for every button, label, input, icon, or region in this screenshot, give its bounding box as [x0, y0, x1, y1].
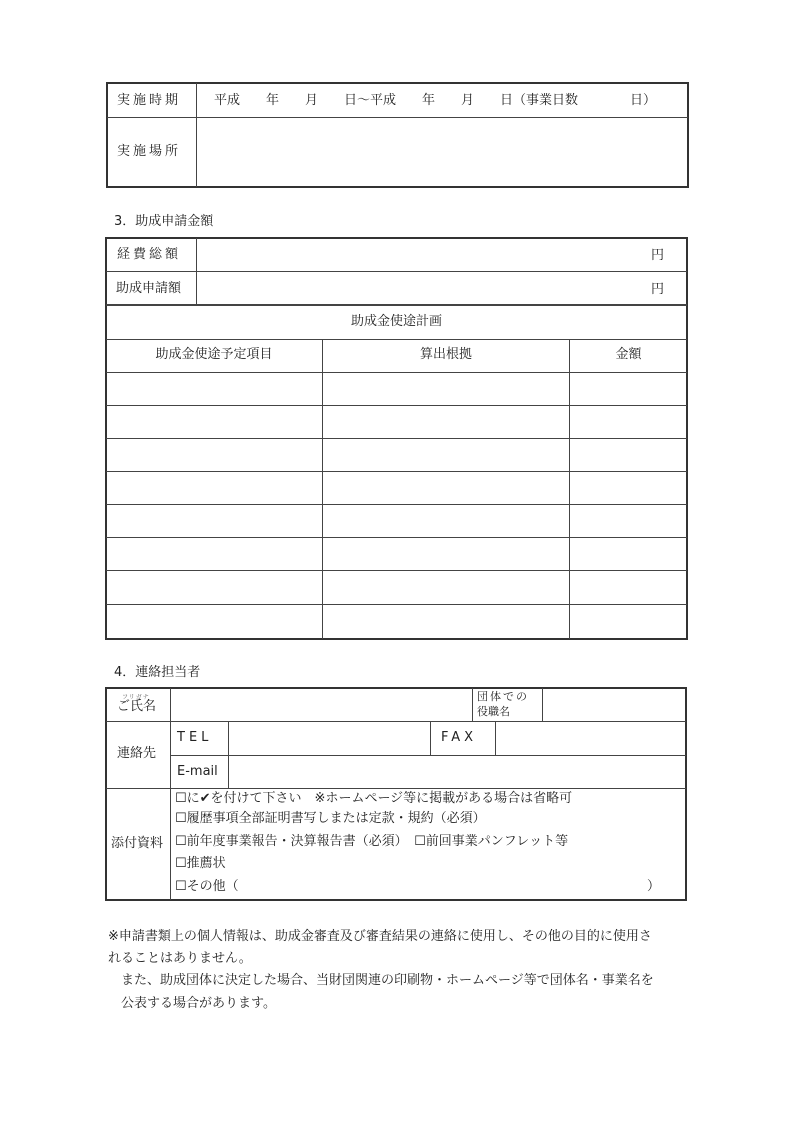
divider	[569, 339, 570, 639]
divider	[106, 471, 687, 472]
divider	[495, 721, 496, 755]
email-label: E-mail	[177, 764, 218, 779]
attach-item-other-close: ）	[647, 879, 661, 894]
tel-label: TEL	[177, 730, 213, 745]
divider	[430, 721, 431, 755]
divider	[106, 504, 687, 505]
divider	[106, 372, 687, 373]
note-line-4: 公表する場合があります。	[108, 996, 276, 1011]
total-cost-unit: 円	[651, 248, 665, 263]
divider	[170, 688, 171, 900]
divider	[170, 755, 686, 756]
fax-label: FAX	[441, 730, 478, 745]
note-line-1: ※申請書類上の個人情報は、助成金審査及び審査結果の連絡に使用し、その他の目的に使用さ	[108, 929, 652, 944]
attach-label: 添付資料	[111, 836, 164, 851]
divider	[196, 238, 197, 304]
note-line-3: また、助成団体に決定した場合、当財団関連の印刷物・ホームページ等で団体名・事業名を	[108, 973, 654, 988]
place-label: 実施場所	[117, 144, 182, 159]
divider	[106, 788, 686, 789]
attach-item-recommendation[interactable]: ☐推薦状	[175, 856, 226, 871]
attach-item-report[interactable]: ☐前年度事業報告・決算報告書（必須） ☐前回事業パンフレット等	[175, 834, 569, 849]
attach-item-other[interactable]: ☐その他（	[175, 879, 239, 894]
role-label-line1: 団体での	[477, 690, 529, 703]
divider	[542, 688, 543, 721]
attach-instruction: ☐に✔を付けて下さい ※ホームページ等に掲載がある場合は省略可	[175, 791, 573, 806]
divider	[107, 117, 688, 118]
column-header-item: 助成金使途予定項目	[155, 347, 273, 362]
divider	[106, 438, 687, 439]
period-value[interactable]: 平成 年 月 日～平成 年 月 日（事業日数 日）	[214, 93, 657, 108]
divider	[106, 271, 687, 272]
divider	[196, 83, 197, 187]
section4-heading: 4．連絡担当者	[114, 665, 201, 680]
divider	[106, 339, 687, 340]
divider	[106, 604, 687, 605]
divider	[106, 304, 687, 306]
column-header-amount: 金額	[615, 347, 642, 362]
note-line-2: れることはありません。	[108, 951, 252, 966]
divider	[106, 537, 687, 538]
role-label-line2: 役職名	[477, 705, 510, 718]
name-label: ご氏名	[117, 699, 157, 714]
section3-heading: 3．助成申請金額	[114, 214, 214, 229]
divider	[322, 339, 323, 639]
divider	[106, 721, 686, 722]
contact-label: 連絡先	[117, 746, 157, 761]
request-amount-unit: 円	[651, 282, 665, 297]
attach-item-registry[interactable]: ☐履歴事項全部証明書写しまたは定款・規約（必須）	[175, 811, 486, 826]
divider	[228, 721, 229, 788]
plan-title: 助成金使途計画	[350, 314, 442, 329]
total-cost-label: 経費総額	[117, 247, 182, 262]
name-ruby: フリガナ	[122, 694, 150, 701]
divider	[106, 570, 687, 571]
period-label: 実施時期	[117, 93, 182, 108]
column-header-basis: 算出根拠	[419, 347, 472, 362]
divider	[106, 405, 687, 406]
divider	[472, 688, 473, 721]
request-amount-label: 助成申請額	[116, 281, 182, 296]
